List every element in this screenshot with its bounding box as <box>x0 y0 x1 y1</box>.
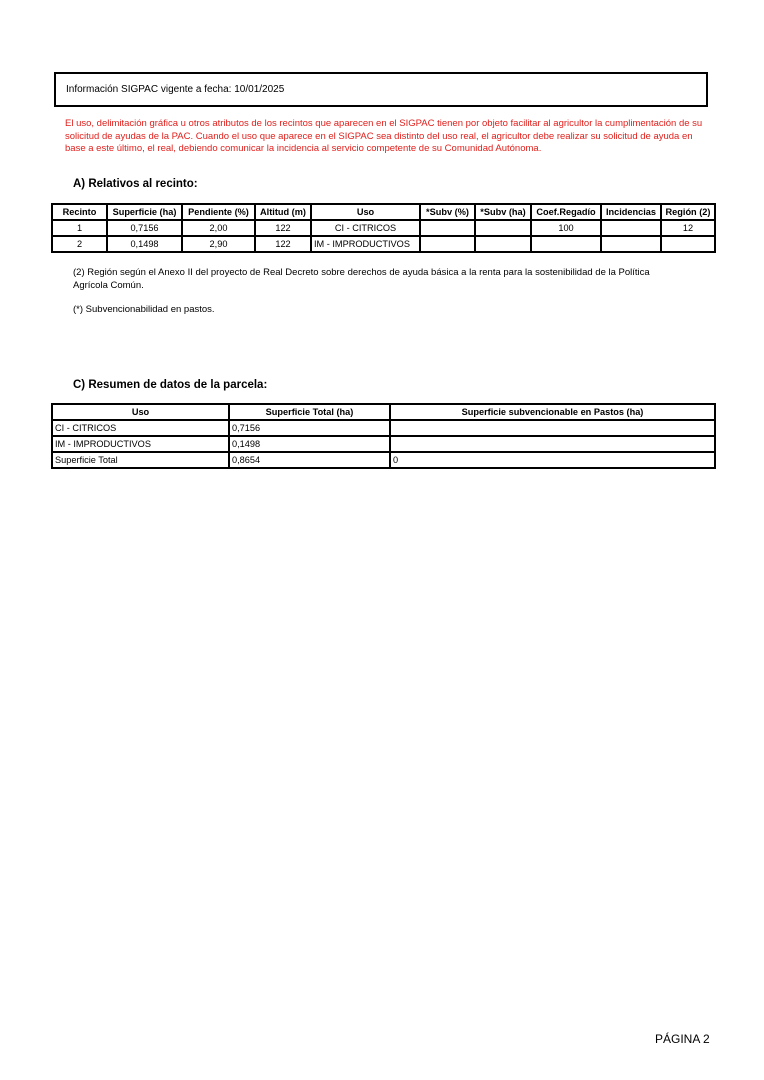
table-cell: CI - CITRICOS <box>311 220 420 236</box>
table-cell: 122 <box>255 220 311 236</box>
table-cell <box>531 236 601 252</box>
table-header-row <box>52 204 715 220</box>
sigpac-date-text: Información SIGPAC vigente a fecha: 10/01/2025 <box>66 84 285 95</box>
table-cell <box>390 436 715 452</box>
table-cell: 2,00 <box>182 220 255 236</box>
table-cell <box>420 220 475 236</box>
table-cell: 100 <box>531 220 601 236</box>
col-header: Incidencias <box>601 204 661 220</box>
table-cell <box>390 420 715 436</box>
table-cell <box>420 236 475 252</box>
table-cell: 0,1498 <box>229 436 390 452</box>
table-cell: 0,8654 <box>229 452 390 468</box>
parcel-summary-table <box>51 403 716 469</box>
table-cell: 2 <box>52 236 107 252</box>
table-cell: 0 <box>390 452 715 468</box>
col-header: Recinto <box>52 204 107 220</box>
table-cell: 0,7156 <box>107 220 182 236</box>
table-cell: 1 <box>52 220 107 236</box>
col-header: *Subv (%) <box>420 204 475 220</box>
col-header: Altitud (m) <box>255 204 311 220</box>
table-row <box>52 236 715 252</box>
table-cell: CI - CITRICOS <box>52 420 229 436</box>
table-header-row <box>52 404 715 420</box>
section-c-title: C) Resumen de datos de la parcela: <box>73 379 268 391</box>
table-cell: Superficie Total <box>52 452 229 468</box>
col-header: Superficie subvencionable en Pastos (ha) <box>390 404 715 420</box>
footnote-subv: (*) Subvencionabilidad en pastos. <box>73 304 215 315</box>
table-row <box>52 420 715 436</box>
warning-note: El uso, delimitación gráfica u otros atributos de los recintos que aparecen en el SIGPAC tienen por objeto facilitar al agricultor la cumplimentación de su solicitud de ayudas de la PAC. Cuando el uso que aparece en el SIGPAC sea distinto del uso real, el agricultor debe realizar su solicitud de ayuda en base a este último, el real, debiendo comunicar la incidencia al servicio competente de su Comunidad Autónoma. <box>65 118 703 154</box>
table-cell: IM - IMPRODUCTIVOS <box>52 436 229 452</box>
table-cell: 0,1498 <box>107 236 182 252</box>
table-cell <box>475 236 531 252</box>
col-header: Superficie Total (ha) <box>229 404 390 420</box>
col-header: Pendiente (%) <box>182 204 255 220</box>
table-cell <box>601 236 661 252</box>
col-header: Región (2) <box>661 204 715 220</box>
table-cell: 2,90 <box>182 236 255 252</box>
col-header: *Subv (ha) <box>475 204 531 220</box>
page-number: PÁGINA 2 <box>655 1032 710 1046</box>
table-cell: 12 <box>661 220 715 236</box>
section-a-title: A) Relativos al recinto: <box>73 178 198 190</box>
table-cell <box>601 220 661 236</box>
col-header: Coef.Regadío <box>531 204 601 220</box>
table-cell <box>661 236 715 252</box>
col-header: Uso <box>311 204 420 220</box>
table-cell: 122 <box>255 236 311 252</box>
table-row <box>52 452 715 468</box>
table-cell: IM - IMPRODUCTIVOS <box>311 236 420 252</box>
table-row <box>52 220 715 236</box>
col-header: Uso <box>52 404 229 420</box>
footnote-region: (2) Región según el Anexo II del proyecto de Real Decreto sobre derechos de ayuda básica a la renta para la sostenibilidad de la Política Agrícola Común. <box>73 267 650 291</box>
table-cell <box>475 220 531 236</box>
table-row <box>52 436 715 452</box>
col-header: Superficie (ha) <box>107 204 182 220</box>
table-cell: 0,7156 <box>229 420 390 436</box>
sigpac-date-box <box>54 72 708 107</box>
recinto-table <box>51 203 716 253</box>
